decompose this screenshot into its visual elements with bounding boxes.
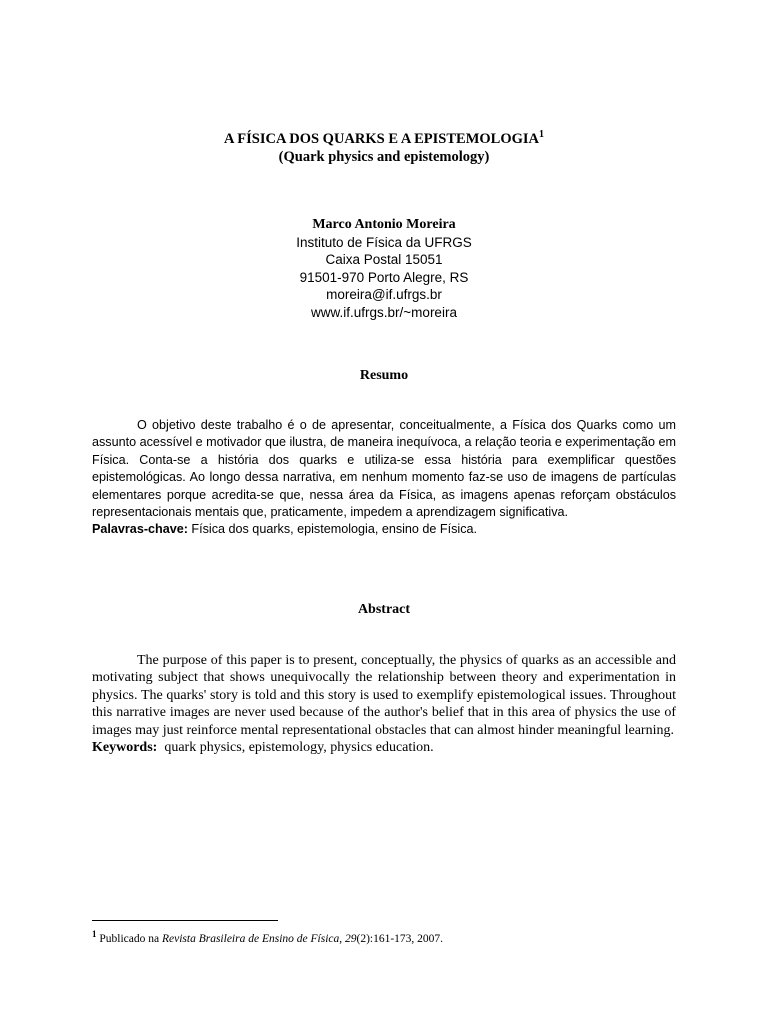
resumo-heading: Resumo	[359, 368, 409, 383]
resumo-keywords-label: Palavras-chave:	[92, 522, 188, 537]
abstract-heading: Abstract	[357, 602, 411, 617]
paper-subtitle: (Quark physics and epistemology)	[278, 149, 490, 165]
author-city: 91501-970 Porto Alegre, RS	[299, 269, 469, 285]
abstract-body: The purpose of this paper is to present, conceptually, the physics of quarks as an accessible and motivating subject that shows unequivocally the relationship between theory and experimentation in physics. The quarks' story is told and this story is used to exemplify epistemological issues. Throughout this narrative images are never used because of the author's belief that in this area of physics the use of images may just reinforce mental representational obstacles that can almost hinder meaningful learning.	[92, 653, 676, 738]
resumo-body: O objetivo deste trabalho é o de apresentar, conceitualmente, a Física dos Quarks como um assunto acessível e motivador que ilustra, de maneira inequívoca, a relação teoria e experimentação em Física. Conta-se a história dos quarks e utiliza-se essa história para exemplificar questões epistemológicas. Ao longo dessa narrativa, em nenhum momento faz-se uso de imagens de partículas elementares porque acredita-se que, nessa área da Física, as imagens apenas reforçam obstáculos representacionais mentais que, praticamente, impedem a aprendizagem significativa.	[92, 418, 676, 520]
footnote-volume: 29	[345, 932, 357, 945]
paper-title-block	[92, 130, 676, 166]
author-postal-box: Caixa Postal 15051	[325, 252, 443, 267]
author-block	[92, 216, 676, 321]
footnote-prefix: Publicado na	[99, 932, 160, 945]
author-institution: Instituto de Física da UFRGS	[296, 234, 472, 250]
title-footnote-mark: 1	[539, 129, 545, 141]
resumo-keywords	[92, 521, 676, 538]
resumo-section	[92, 417, 676, 539]
abstract-keywords-text: quark physics, epistemology, physics education.	[164, 740, 434, 756]
author-website: www.if.ufrgs.br/~moreira	[311, 304, 457, 320]
footnote-divider	[92, 920, 278, 921]
footnote: $^1$ Publicado na Revista Brasileira de Ensino de Física, 29(2):161-173, 2007.	[92, 929, 444, 945]
paper-title	[92, 130, 676, 148]
footnote-journal: Revista Brasileira de Ensino de Física	[161, 932, 340, 945]
author-email: moreira@if.ufrgs.br	[326, 287, 442, 302]
abstract-keywords-label: Keywords:	[92, 740, 158, 756]
author-name: Marco Antonio Moreira	[312, 217, 456, 232]
abstract-section	[92, 652, 676, 756]
resumo-keywords-text: Física dos quarks, epistemologia, ensino de Física.	[191, 522, 478, 537]
abstract-keywords	[92, 739, 676, 756]
paper-title-text: A FÍSICA DOS QUARKS E A EPISTEMOLOGIA	[223, 131, 540, 147]
footnote-mark: 1	[92, 929, 97, 939]
footnote-issue-pages: (2):161-173, 2007.	[356, 932, 444, 945]
